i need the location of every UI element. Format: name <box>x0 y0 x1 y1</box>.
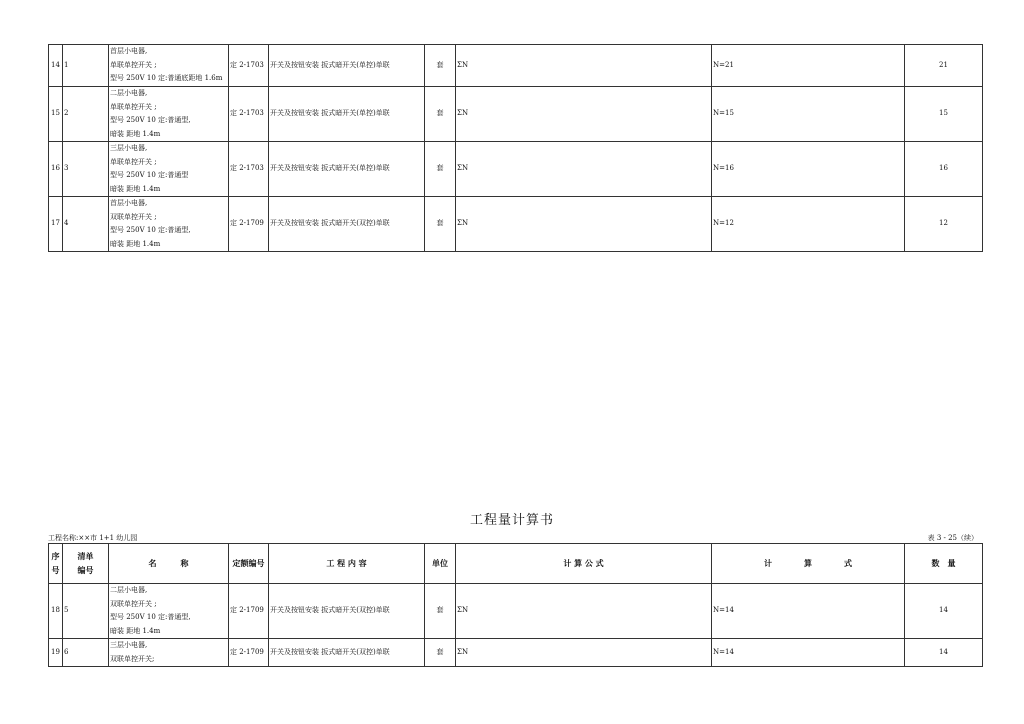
row-expr: N=21 <box>712 45 905 87</box>
name-line: 型号 250V 10 定:普通型, <box>110 116 191 124</box>
calc-table-top-body <box>49 45 983 252</box>
row-name <box>109 142 229 197</box>
row-code: 3 <box>63 142 109 197</box>
table-row <box>49 45 983 87</box>
name-line: 双联单控开关; <box>110 654 155 663</box>
row-seq: 15 <box>49 87 63 142</box>
row-name <box>109 639 229 667</box>
header-quota: 定额编号 <box>229 544 269 584</box>
row-formula: ΣN <box>456 87 712 142</box>
calc-table-top <box>48 44 983 252</box>
header-formula: 计 算 公 式 <box>456 544 712 584</box>
row-seq: 19 <box>49 639 63 667</box>
row-qty: 21 <box>905 45 983 87</box>
row-formula: ΣN <box>456 584 712 639</box>
row-code: 1 <box>63 45 109 87</box>
header-expr: 计 算 式 <box>712 544 905 584</box>
table-header-row <box>49 544 983 584</box>
row-code: 6 <box>63 639 109 667</box>
name-line: 双联单控开关 ; <box>110 212 157 221</box>
row-expr: N=15 <box>712 87 905 142</box>
row-expr: N=16 <box>712 142 905 197</box>
table-row <box>49 639 983 667</box>
row-content: 开关及按钮安装 扳式暗开关(双控)单联 <box>269 584 425 639</box>
row-content: 开关及按钮安装 扳式暗开关(单控)单联 <box>269 142 425 197</box>
header-content: 工 程 内 容 <box>269 544 425 584</box>
row-quota: 定 2-1703 <box>229 45 269 87</box>
row-expr: N=12 <box>712 197 905 252</box>
header-name: 名 称 <box>109 544 229 584</box>
row-unit: 套 <box>425 584 456 639</box>
row-unit: 套 <box>425 87 456 142</box>
row-quota: 定 2-1709 <box>229 197 269 252</box>
row-qty: 16 <box>905 142 983 197</box>
header-code: 清单 编号 <box>63 544 109 584</box>
name-line: 双联单控开关 ; <box>110 599 157 608</box>
header-unit: 单位 <box>425 544 456 584</box>
project-name: 工程名称:××市 1+1 幼儿园 <box>48 534 138 542</box>
name-line: 单联单控开关 ; <box>110 60 157 69</box>
row-content: 开关及按钮安装 扳式暗开关(双控)单联 <box>269 197 425 252</box>
row-qty: 15 <box>905 87 983 142</box>
row-unit: 套 <box>425 197 456 252</box>
name-line: 型号 250V 10 定:普通底距地 1.6m <box>110 74 223 83</box>
name-line: 三层小电器, <box>110 641 148 649</box>
name-line: 单联单控开关 ; <box>110 102 157 111</box>
row-unit: 套 <box>425 639 456 667</box>
name-line: 暗装 距地 1.4m <box>110 184 161 193</box>
row-quota: 定 2-1703 <box>229 142 269 197</box>
row-content: 开关及按钮安装 扳式暗开关(单控)单联 <box>269 45 425 87</box>
row-unit: 套 <box>425 142 456 197</box>
header-seq: 序 号 <box>49 544 63 584</box>
name-line: 二层小电器, <box>110 89 148 97</box>
table-row <box>49 197 983 252</box>
calc-table-bottom-body <box>49 544 983 667</box>
name-line: 三层小电器, <box>110 144 148 152</box>
name-line: 型号 250V 10 定:普通型 <box>110 171 189 179</box>
row-formula: ΣN <box>456 639 712 667</box>
row-code: 5 <box>63 584 109 639</box>
row-name <box>109 584 229 639</box>
header-qty: 数 量 <box>905 544 983 584</box>
row-formula: ΣN <box>456 197 712 252</box>
row-name <box>109 197 229 252</box>
row-code: 4 <box>63 197 109 252</box>
row-formula: ΣN <box>456 45 712 87</box>
name-line: 暗装 距地 1.4m <box>110 239 161 248</box>
row-qty: 14 <box>905 584 983 639</box>
name-line: 单联单控开关 ; <box>110 157 157 166</box>
row-seq: 14 <box>49 45 63 87</box>
name-line: 首层小电器, <box>110 47 148 56</box>
document-title: 工程量计算书 <box>469 513 554 528</box>
name-line: 型号 250V 10 定:普通型, <box>110 613 191 621</box>
row-name <box>109 87 229 142</box>
row-quota: 定 2-1709 <box>229 639 269 667</box>
table-row <box>49 87 983 142</box>
calc-table-bottom <box>48 543 983 667</box>
row-content: 开关及按钮安装 扳式暗开关(双控)单联 <box>269 639 425 667</box>
name-line: 暗装 距地 1.4m <box>110 129 161 138</box>
name-line: 型号 250V 10 定:普通型, <box>110 226 191 234</box>
row-name <box>109 45 229 87</box>
row-seq: 18 <box>49 584 63 639</box>
row-expr: N=14 <box>712 639 905 667</box>
row-formula: ΣN <box>456 142 712 197</box>
row-qty: 12 <box>905 197 983 252</box>
name-line: 首层小电器, <box>110 199 148 207</box>
row-unit: 套 <box>425 45 456 87</box>
table-row <box>49 142 983 197</box>
row-expr: N=14 <box>712 584 905 639</box>
row-seq: 17 <box>49 197 63 252</box>
row-quota: 定 2-1703 <box>229 87 269 142</box>
row-seq: 16 <box>49 142 63 197</box>
table-number: 表 3 - 25（续） <box>927 534 978 542</box>
row-qty: 14 <box>905 639 983 667</box>
name-line: 二层小电器, <box>110 586 148 594</box>
table-row <box>49 584 983 639</box>
row-code: 2 <box>63 87 109 142</box>
row-quota: 定 2-1709 <box>229 584 269 639</box>
row-content: 开关及按钮安装 扳式暗开关(单控)单联 <box>269 87 425 142</box>
name-line: 暗装 距地 1.4m <box>110 626 161 635</box>
